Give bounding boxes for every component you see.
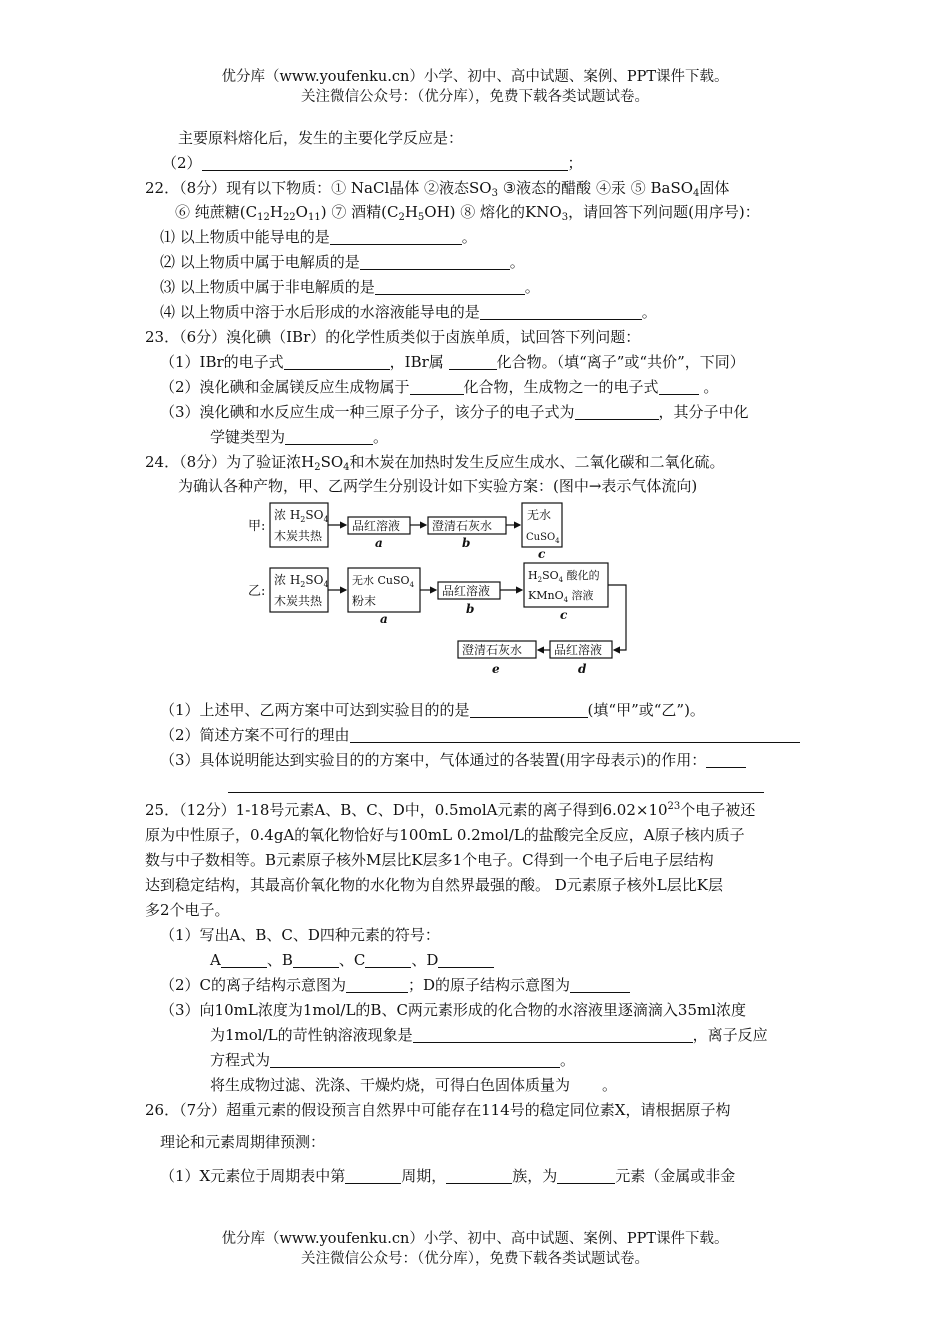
answer-blank[interactable] — [330, 229, 462, 245]
label-a-yi: a — [380, 612, 388, 626]
answer-blank[interactable] — [446, 1168, 512, 1184]
q21-part2: （2） ； — [162, 154, 583, 172]
q22-heading: 22．（8分）现有以下物质：① NaCl晶体 ②液态$SO_3$ ③液态的醋酸 ④汞 ⑤ BaSO$_4$固体 — [145, 179, 730, 199]
answer-blank[interactable] — [350, 727, 800, 743]
q25-heading: 25．（12分）1-18号元素A、B、C、D中，0.5molA元素的离子得到$6.02\times 10^{23}$个电子被还 — [145, 801, 756, 819]
answer-blank[interactable] — [438, 952, 494, 968]
q25-text-2: 原为中性原子，0.4gA的氧化物恰好与100mL 0.2mol/L的盐酸完全反应，A原子核内质子 — [145, 826, 745, 844]
q25-text-5: 多2个电子。 — [145, 901, 230, 919]
yi-pinhong-text: 品红溶液 — [442, 584, 491, 598]
answer-blank[interactable] — [345, 1168, 401, 1184]
jia-gen-text2: 木炭共热 — [274, 529, 323, 543]
answer-blank[interactable] — [293, 952, 339, 968]
q26-part1: （1）X元素位于周期表中第 周期， 族，为 元素（金属或非金 — [160, 1167, 736, 1185]
q25-part3-b: 为1mol/L的苛性钠溶液现象是 ，离子反应 — [210, 1026, 768, 1044]
answer-blank[interactable] — [346, 977, 408, 993]
q24-heading: 24．（8分）为了验证浓$H_2SO_4$和木炭在加热时发生反应生成水、二氧化碳和二氧化硫。 — [145, 453, 725, 473]
jia-wushui-text: 无水 — [527, 508, 552, 522]
yi-kmno4-text2: KMnO$_4$ 溶液 — [528, 589, 594, 604]
q23-part3: （3）溴化碘和水反应生成一种三原子分子，该分子的电子式为 ，其分子中化 — [160, 403, 749, 421]
answer-blank[interactable] — [365, 952, 411, 968]
page-footer-line2: 关注微信公众号：（优分库），免费下载各类试题试卷。 — [301, 1251, 649, 1267]
q26-heading: 26．（7分）超重元素的假设预言自然界中可能存在114号的稳定同位素X，请根据原子构 — [145, 1101, 731, 1119]
answer-blank[interactable] — [449, 354, 497, 370]
q25-text-4: 达到稳定结构，其最高价氧化物的水化物为自然界最强的酸。 D元素原子核外L层比K层 — [145, 876, 723, 894]
jia-gen-text: 浓 $H_2SO_4$ — [274, 508, 329, 524]
q25-part3-d: 将生成物过滤、洗涤、干燥灼烧，可得白色固体质量为 。 — [210, 1076, 618, 1094]
answer-blank[interactable] — [284, 354, 390, 370]
page-header-line2: 关注微信公众号：（优分库），免费下载各类试题试卷。 — [301, 89, 649, 105]
answer-blank[interactable] — [202, 155, 568, 171]
yi-pinhong2-text: 品红溶液 — [554, 643, 603, 657]
q24-part2: （2）简述方案不可行的理由 — [160, 725, 800, 745]
answer-blank[interactable] — [413, 1027, 693, 1043]
q23-heading: 23．（6分）溴化碘（IBr）的化学性质类似于卤族单质，试回答下列问题： — [145, 328, 641, 346]
q24-intro: 为确认各种产物，甲、乙两学生分别设计如下实验方案：(图中→表示气体流向) — [178, 477, 698, 495]
q22-substances: ⑥ 纯蔗糖$(C_{12}H_{22}O_{11})$ ⑦ 酒精$(C_2H_5OH)$ ⑧ 熔化的$KNO_3$，请回答下列问题(用序号)： — [175, 203, 760, 223]
q25-part3-c: 方程式为 。 — [210, 1051, 576, 1069]
q23-part1: （1）IBr的电子式 ，IBr属 化合物。（填“离子”或“共价”，下同） — [160, 353, 745, 371]
yi-cuso4-text: 无水 CuSO$_4$ — [352, 574, 415, 589]
q23-part2: （2）溴化碘和金属镁反应生成物属于 化合物，生成物之一的电子式 。 — [160, 378, 719, 396]
label-b-jia: b — [462, 536, 471, 550]
label-c-jia: c — [538, 547, 546, 561]
q26-text-2: 理论和元素周期律预测： — [160, 1133, 326, 1151]
answer-blank[interactable] — [285, 429, 373, 445]
q25-text-3: 数与中子数相等。B元素原子核外M层比K层多1个电子。C得到一个电子后电子层结构 — [145, 851, 714, 869]
jia-cuso4-text: CuSO$_4$ — [526, 532, 560, 545]
yi-shihui-text: 澄清石灰水 — [462, 643, 523, 657]
q23-part3-cont: 学键类型为 。 — [210, 428, 389, 446]
answer-blank[interactable] — [557, 1168, 615, 1184]
q24-part3: （3）具体说明能达到实验目的的方案中，气体通过的各装置(用字母表示)的作用： — [160, 750, 746, 770]
apparatus-diagram — [240, 495, 640, 681]
answer-blank[interactable] — [570, 977, 630, 993]
q22-item-2: ⑵ 以上物质中属于电解质的是 。 — [160, 253, 525, 271]
jia-shihui-text: 澄清石灰水 — [432, 519, 493, 533]
jia-label: 甲: — [248, 519, 266, 534]
label-b-yi: b — [466, 602, 475, 616]
page-footer-line1: 优分库（www.youfenku.cn）小学、初中、高中试题、案例、PPT课件下载。 — [221, 1231, 729, 1247]
answer-blank[interactable] — [659, 379, 699, 395]
answer-blank[interactable] — [480, 304, 642, 320]
answer-blank[interactable] — [375, 279, 525, 295]
yi-kmno4-text: $H_2SO_4$ 酸化的 — [528, 569, 600, 584]
q25-part3: （3）向10mL浓度为1mol/L的B、C两元素形成的化合物的水溶液里逐滴滴入35ml浓度 — [160, 1001, 747, 1019]
answer-blank[interactable] — [410, 379, 464, 395]
label-c-yi: c — [560, 608, 568, 622]
page-header-line1: 优分库（www.youfenku.cn）小学、初中、高中试题、案例、PPT课件下载。 — [221, 69, 729, 85]
q25-part1: （1）写出A、B、C、D四种元素的符号： — [160, 926, 440, 944]
label-a-jia: a — [375, 536, 383, 550]
yi-gen-text2: 木炭共热 — [274, 594, 323, 608]
yi-label: 乙: — [248, 584, 266, 599]
q24-part1: （1）上述甲、乙两方案中可达到实验目的的是 (填“甲”或“乙”)。 — [160, 701, 705, 719]
label-e-yi: e — [492, 662, 500, 676]
answer-blank[interactable] — [706, 752, 746, 768]
q25-symbols: A 、B 、C 、D — [210, 950, 494, 970]
q22-item-1: ⑴ 以上物质中能导电的是 。 — [160, 228, 477, 246]
answer-blank[interactable] — [270, 1052, 560, 1068]
yi-gen-text: 浓 $H_2SO_4$ — [274, 573, 329, 589]
answer-blank[interactable] — [360, 254, 510, 270]
answer-blank[interactable] — [470, 702, 588, 718]
q25-part2: （2）C的离子结构示意图为 ；D的原子结构示意图为 — [160, 975, 630, 995]
q22-item-3: ⑶ 以上物质中属于非电解质的是 。 — [160, 278, 540, 296]
answer-blank[interactable] — [575, 404, 659, 420]
q21-intro: 主要原料熔化后，发生的主要化学反应是： — [178, 129, 464, 147]
answer-blank[interactable] — [228, 777, 764, 793]
answer-blank[interactable] — [221, 952, 267, 968]
q22-item-4: ⑷ 以上物质中溶于水后形成的水溶液能导电的是 。 — [160, 303, 657, 321]
label-d-yi: d — [578, 662, 587, 676]
yi-cuso4-text2: 粉末 — [352, 594, 377, 608]
jia-pinhong-text: 品红溶液 — [352, 519, 401, 533]
q24-part3-line — [228, 775, 764, 795]
